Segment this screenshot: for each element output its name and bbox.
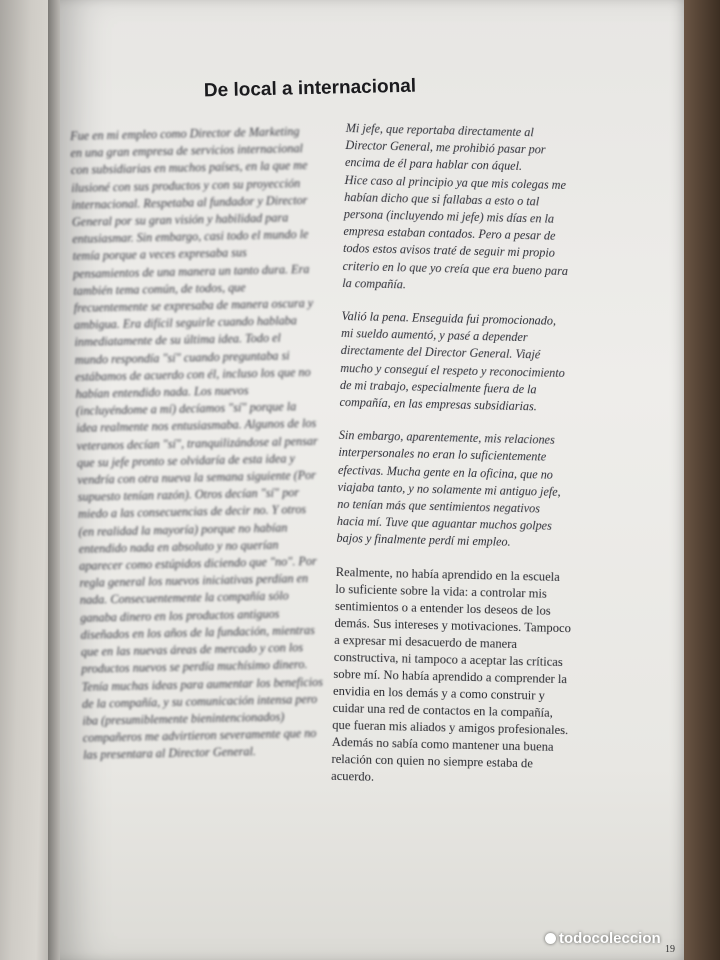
watermark-logo-icon [545, 933, 556, 944]
right-column [331, 120, 628, 807]
right-paragraph-3: Sin embargo, aparentemente, mis relaciones interpersonales no eran lo suficientemente efectivas. Mucha gente en la oficina, que no viajaba tanto, y no solamente mi antiguo jefe, no tenían más que sentimientos negativos hacia mí. Tuve que aguantar muchos golpes bajos y finalmente perdí mi empleo. [336, 428, 561, 550]
left-column [70, 123, 325, 764]
right-paragraph-2: Valió la pena. Enseguida fui promocionado, mi sueldo aumentó, y pasé a depender directamente del Director General. Viajé mucho y conseguí el respeto y reconocimiento de mi trabajo, especialmente fuera de la compañía, en las empresas subsidiarias. [339, 308, 565, 414]
page-number: 19 [665, 944, 675, 955]
page-title: De local a internacional [203, 75, 417, 102]
watermark-text: todocoleccion [559, 930, 661, 947]
right-paragraph-4: Realmente, no había aprendido en la escuela lo suficiente sobre la vida: a controlar mis sentimientos o a entender los deseos de los demás. Sus intereses y motivaciones. Tampoco a expresar mi desacuerdo de manera constructiva, ni tampoco a aceptar las críticas sobre mí. No había aprendido a comprender la envidia en los demás y a como construir y cuidar una red de contactos en la compañía, que fueran mis aliados y amigos profesionales. Además no sabía como mantener una buena relación con quien no siempre estaba de acuerdo. [330, 564, 572, 784]
watermark [545, 930, 661, 947]
right-paragraph-1: Mi jefe, que reportaba directamente al Director General, me prohibió pasar por encima de él para hablar con áquel. Hice caso al principio ya que mis colegas me habían dicho que si fallabas a esto o tal persona (incluyendo mi jefe) mis días en la empresa estaban contados. Pero a pesar de todos estos avisos traté de seguir mi propio criterio en lo que yo creía que era bueno para la compañía. [342, 120, 569, 292]
table-edge [684, 0, 720, 960]
left-column-text: Fue en mi empleo como Director de Marketing en una gran empresa de servicios internacional con subsidiarias en muchos países, en la que me ilusioné con sus productos y con su proyección internacional. Respetaba al fundador y Director General por su gran visión y habilidad para entusiasmar. Sin embargo, casi todo el mundo le temía porque a veces expresaba sus pensamientos de una manera un tanto dura. Era también tema común, de todos, que frecuentemente se expresaba de manera oscura y ambigua. Era difícil seguirle cuando hablaba inmediatamente de su última idea. Todo el mundo respondía "sí" cuando preguntaba si estábamos de acuerdo con él, incluso los que no habían entendido nada. Los nuevos (incluyéndome a mí) decíamos "sí" porque la idea realmente nos entusiasmaba. Algunos de los veteranos decían "sí", tranquilizándose al pensar que su jefe pronto se olvidaría de esta idea y vendría con otra nueva la semana siguiente (Por supuesto tenían razón). Otros decían "sí" por miedo a las consecuencias de decir no. Y otros (en realidad la mayoría) porque no habían entendido nada en absoluto y no querían aparecer como estúpidos diciendo que "no". Por regla general los nuevos iniciativas perdían en nada. Consecuentemente la compañía sólo ganaba dinero en los productos antiguos diseñados en los años de la fundación, mientras que en las nuevas áreas de mercado y con los productos nuevos se perdía muchísimo dinero. Tenía muchas ideas para aumentar los beneficios de la compañía, y su comunicación intensa pero iba (presumiblemente bienintencionados) compañeros me advirtieron severamente que no las presentara al Director General. [70, 124, 324, 763]
